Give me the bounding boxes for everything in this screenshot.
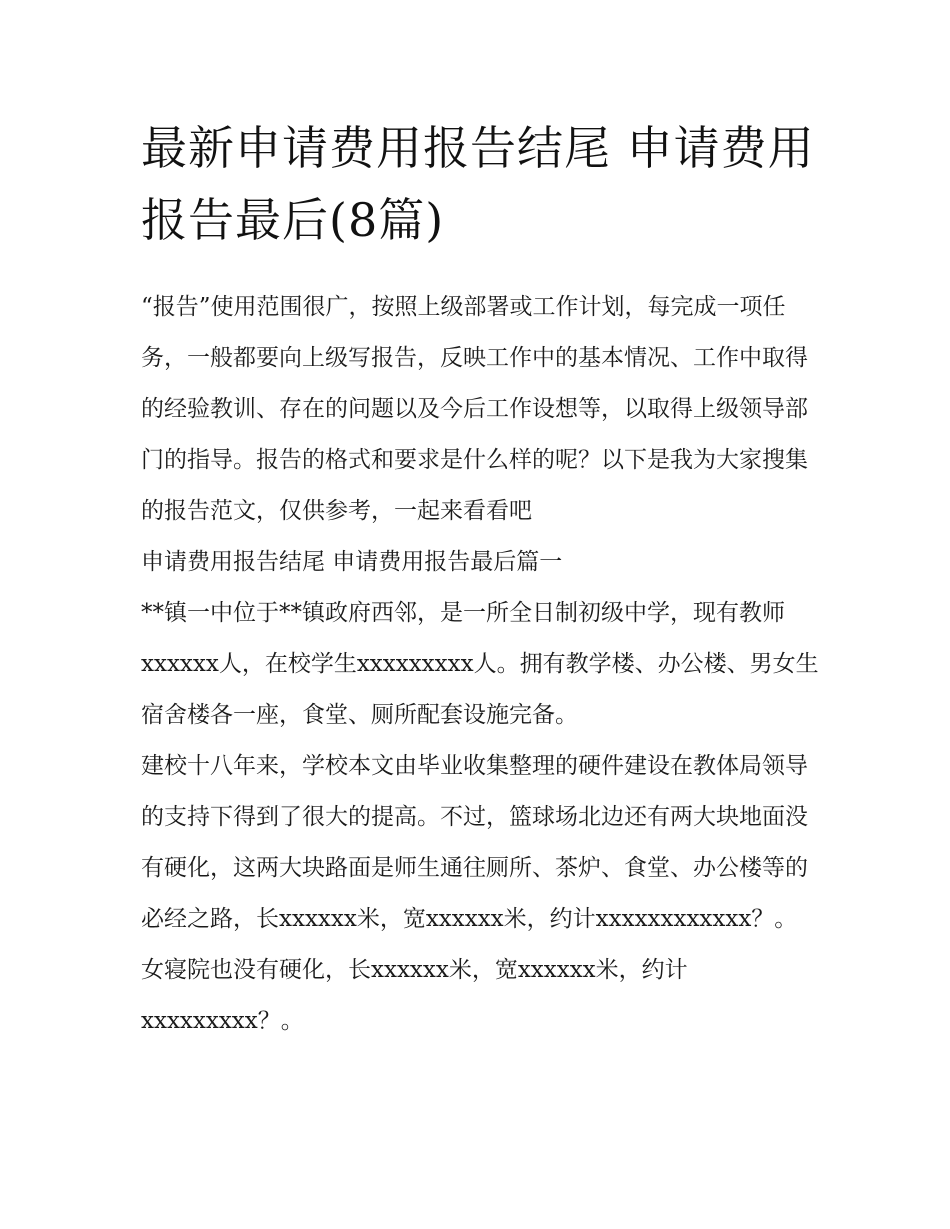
paragraph-dormitory: 女寝院也没有硬化，长xxxxxx米，宽xxxxxx米，约计xxxxxxxxx？。 <box>141 957 688 1034</box>
document-title: 最新申请费用报告结尾 申请费用报告最后(8篇) <box>141 121 815 247</box>
paragraph-intro: “报告”使用范围很广，按照上级部署或工作计划，每完成一项任务，一般都要向上级写报告，反映工作中的基本情况、工作中取得的经验教训、存在的问题以及今后工作设想等，以取得上级领导部门的指导。报告的格式和要求是什么样的呢？以下是我为大家搜集的报告范文，仅供参考，一起来看看吧 <box>141 294 808 524</box>
document-content <box>141 112 821 1047</box>
document-body <box>141 282 821 1047</box>
paragraph-construction: 建校十八年来，学校本文由毕业收集整理的硬件建设在教体局领导的支持下得到了很大的提高。不过，篮球场北边还有两大块地面没有硬化，这两大块路面是师生通往厕所、茶炉、食堂、办公楼等的必经之路，长xxxxxx米，宽xxxxxx米，约计xxxxxxxxxxxx？。 <box>141 753 808 932</box>
paragraph-school-info: **镇一中位于**镇政府西邻，是一所全日制初级中学，现有教师xxxxxx人，在校学生xxxxxxxxx人。拥有教学楼、办公楼、男女生宿舍楼各一座，食堂、厕所配套设施完备。 <box>141 600 819 728</box>
paragraph-section-heading: 申请费用报告结尾 申请费用报告最后篇一 <box>141 549 563 575</box>
